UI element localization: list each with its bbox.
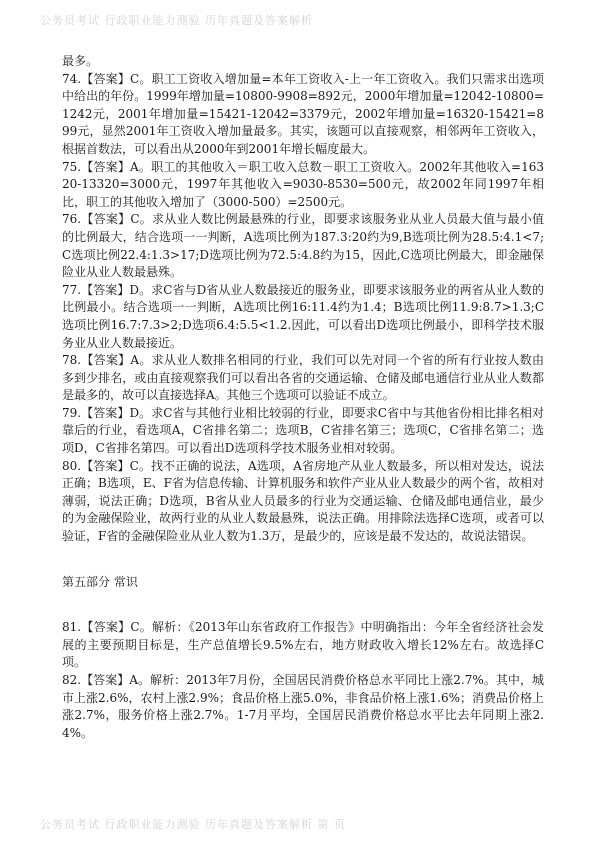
page-header-watermark: 公务员考试 行政职业能力测验 历年真题及答案解析 — [40, 14, 313, 26]
answer-77: 77.【答案】D。求C省与D省从业人数最接近的服务业，即要求该服务业的两省从业人数的比例最小。结合选项一一判断，A选项比例16:11.4约为1.4；B选项比例11.9:8.7>1.3;C选项比例16.7:7.3>2;D选项6.4:5.5<1.2.因此，可以看出D选项比例最小，即科学技术服务业从业人数最接近。 — [62, 282, 544, 350]
answer-82: 82.【答案】A。解析：2013年7月份，全国居民消费价格总水平同比上涨2.7%。其中，城市上涨2.6%，农村上涨2.9%；食品价格上涨5.0%，非食品价格上涨1.6%；消费品价格上涨2.7%，服务价格上涨2.7%。1-7月平均，全国居民消费价格总水平比去年同期上涨2.4%。 — [62, 673, 544, 740]
answer-76: 76.【答案】C。求从业人数比例最悬殊的行业，即要求该服务业从业人员最大值与最小值的比例最大，结合选项一一判断，A选项比例为187.3:20约为9,B选项比例为28.5:4.1<7;C选项比例22.4:1.3>17;D选项比例为72.5:4.8约为15，因此,C选项比例最大，即金融保险业从业人数最悬殊。 — [62, 212, 544, 280]
answer-74: 74.【答案】C。职工工资收入增加量=本年工资收入-上一年工资收入。我们只需求出选项中给出的年份。1999年增加量=10800-9908=892元，2000年增加量=12042-10800=1242元，2001年增加量=15421-12042=3379元，2002年增加量=16320-15421=899元，显然2001年工资收入增加量最多。其实，该题可以直接观察，相邻两年工资收入，根据首数法，可以看出从2000年到2001年增长幅度最大。 — [62, 71, 544, 156]
answer-80: 80.【答案】C。找不正确的说法，A选项，A省房地产从业人数最多，所以相对发达，说法正确；B选项，E、F省为信息传输、计算机服务和软件产业从业人数最少的两个省，故相对薄弱，说法正确；D选项，B省从业人员最多的行业为交通运输、仓储及邮电通信业，最少的为金融保险业，故两行业的从业人数最悬殊，说法正确。用排除法选择C选项，或者可以验证，F省的金融保险业从业人数为1.3万，是最少的，应该是最不发达的，故说法错误。 — [62, 458, 544, 544]
answer-79: 79.【答案】D。求C省与其他行业相比较弱的行业，即要求C省中与其他省份相比排名相对靠后的行业，看选项A，C省排名第二；选项B，C省排名第三；选项C，C省排名第二；选项D，C省排名第四。可以看出D选项科学技术服务业相对较弱。 — [62, 405, 544, 456]
answer-75: 75.【答案】A。职工的其他收入＝职工收入总数－职工工资收入。2002年其他收入=16320-13320=3000元，1997年其他收入=9030-8530=500元，故2002年同1997年相比，职工的其他收入增加了（3000-500）=2500元。 — [62, 159, 544, 209]
answer-78: 78.【答案】A。求从业人数排名相同的行业，我们可以先对同一个省的所有行业按人数由多到少排名，或由直接观察我们可以看出各省的交通运输、仓储及邮电通信行业从业人数都是最多的，故可以直接选择A。其他三个选项可以验证不成立。 — [62, 353, 544, 403]
answer-81: 81.【答案】C。解析：《2013年山东省政府工作报告》中明确指出：今年全省经济社会发展的主要预期目标是，生产总值增长9.5%左右，地方财政收入增长12%左右。故选择C项。 — [62, 620, 544, 670]
document-body — [62, 53, 544, 742]
page-footer-watermark: 公务员考试 行政职业能力测验 历年真题及答案解析 第 页 — [40, 818, 346, 830]
paragraph-continuation: 最多。 — [62, 54, 99, 68]
section-title: 第五部分 常识 — [62, 574, 138, 589]
